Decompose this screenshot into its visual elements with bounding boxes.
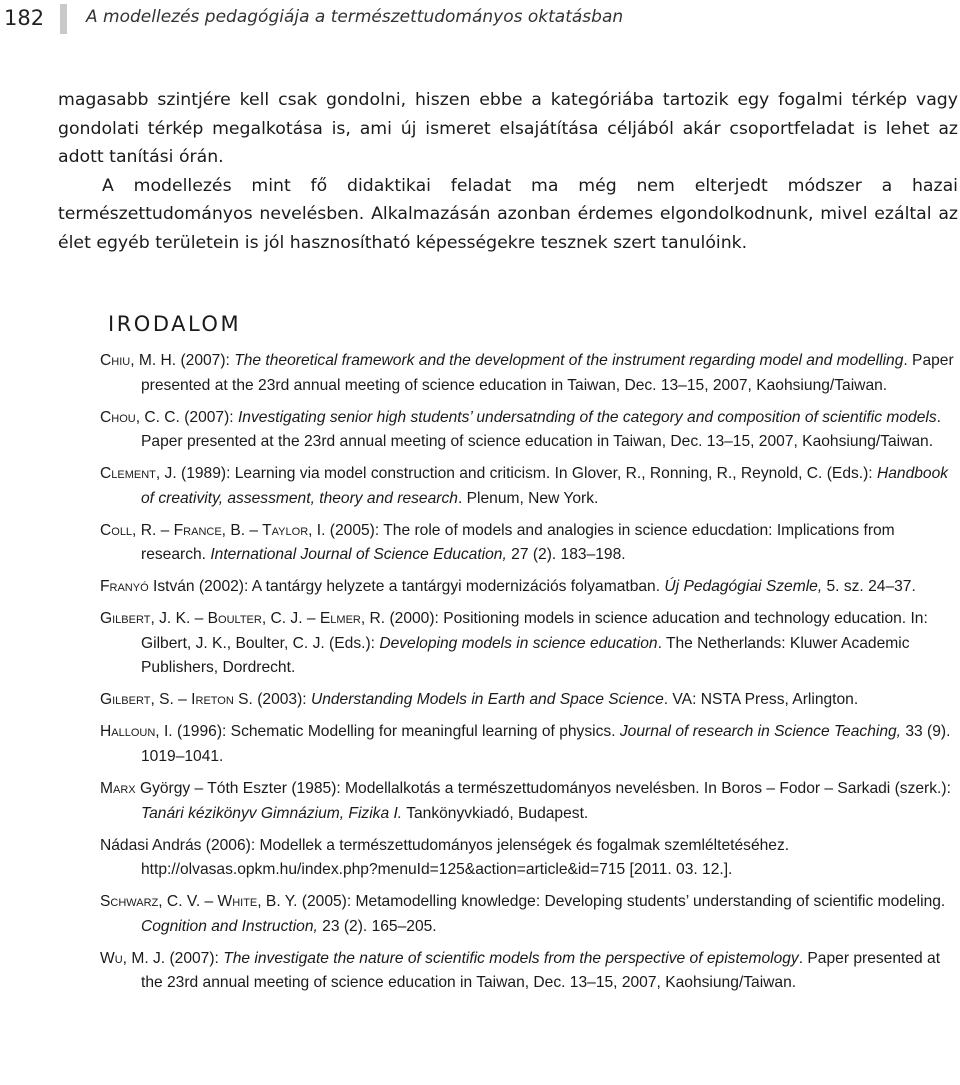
- header-divider-bar: [60, 4, 67, 34]
- reference-title: Cognition and Instruction,: [141, 917, 318, 935]
- reference-post: 5. sz. 24–37.: [822, 578, 916, 596]
- reference-pre: S. (2003):: [233, 691, 311, 709]
- reference-post: 27 (2). 183–198.: [506, 546, 626, 564]
- reference-item: [100, 575, 958, 600]
- reference-title: Developing models in science education: [379, 634, 658, 652]
- reference-pre: (2000): Positioning models in science aducation and technology education. In: Gilbert, J. K., Boulter, C. J. (Eds.):: [141, 610, 928, 652]
- reference-item: [100, 947, 958, 996]
- reference-pre: István (2002): A tantárgy helyzete a tantárgyi modernizációs folyamatban.: [148, 578, 665, 596]
- reference-item: [100, 834, 958, 883]
- reference-post: Tankönyvkiadó, Budapest.: [402, 804, 589, 822]
- reference-title: Tanári kézikönyv Gimnázium, Fizika I.: [141, 804, 403, 822]
- reference-author: Gilbert, J. K. – Boulter, C. J. – Elmer, R.: [100, 610, 386, 628]
- body-text: [58, 86, 958, 257]
- reference-pre: (1996): Schematic Modelling for meaningful learning of physics.: [172, 723, 620, 741]
- reference-pre: (2007):: [176, 352, 235, 369]
- reference-post: . Paper presented at the 23rd annual meeting of science education in Taiwan, Dec. 13–15, 2007, Kaohsiung/Taiwan.: [141, 408, 941, 451]
- reference-post: . VA: NSTA Press, Arlington.: [663, 691, 859, 709]
- reference-post: 23 (2). 165–205.: [317, 917, 437, 935]
- reference-title: International Journal of Science Education,: [210, 546, 507, 564]
- reference-post: . Plenum, New York.: [457, 489, 599, 507]
- reference-pre: (2007):: [179, 408, 238, 426]
- page-number: 182: [4, 6, 45, 30]
- reference-post: . Paper presented at the 23rd annual meeting of science education in Taiwan, Dec. 13–15, 2007, Kaohsiung/Taiwan.: [141, 949, 941, 992]
- section-title: IRODALOM: [108, 312, 242, 336]
- reference-author: Franyó: [100, 578, 149, 596]
- reference-item: [100, 720, 958, 769]
- reference-item: [100, 688, 958, 713]
- reference-post: . The Netherlands: Kluwer Academic Publishers, Dordrecht.: [141, 634, 910, 677]
- running-title: A modellezés pedagógiája a természettudományos oktatásban: [86, 7, 624, 27]
- reference-author: Chou, C. C.: [100, 408, 180, 426]
- reference-author: Clement, J.: [100, 465, 177, 483]
- reference-author: Coll, R. – France, B. – Taylor, I.: [100, 521, 326, 539]
- reference-title: The investigate the nature of scientific models from the perspective of epistemology: [223, 949, 799, 967]
- page-header: [0, 0, 960, 40]
- paragraph-1: magasabb szintjére kell csak gondolni, hiszen ebbe a kategóriába tartozik egy fogalmi térkép vagy gondolati térkép megalkotása is, ami új ismeret elsajátítása céljából akár csoportfeladat is lehet az adott tanítási órán.: [58, 90, 958, 167]
- reference-pre: (1989): Learning via model construction and criticism. In Glover, R., Ronning, R., Reynold, C. (Eds.):: [176, 465, 877, 483]
- reference-item: [100, 349, 958, 398]
- reference-author: Schwarz, C. V. – White, B. Y.: [100, 893, 298, 911]
- reference-pre: Nádasi András (2006): Modellek a természettudományos jelenségek és fogalmak szemléltetéséhez. http://olvasas.opkm.hu/index.php?menuId=125&action=article&id=715 [2011. 03. 12.].: [100, 836, 790, 879]
- reference-item: [100, 462, 958, 511]
- reference-author: Halloun, I.: [100, 723, 173, 741]
- reference-post: . Paper presented at the 23rd annual meeting of science education in Taiwan, Dec. 13–15, 2007, Kaohsiung/Taiwan.: [141, 352, 954, 394]
- reference-list: [100, 349, 958, 1003]
- reference-title: Journal of research in Science Teaching,: [619, 723, 902, 741]
- reference-author: Gilbert, S. – Ireton: [100, 691, 234, 709]
- reference-pre: (2007):: [165, 949, 224, 967]
- reference-title: Handbook of creativity, assessment, theory and research: [141, 465, 949, 507]
- reference-pre: (2005): Metamodelling knowledge: Developing students’ understanding of scientific modeling.: [297, 893, 946, 911]
- reference-author: Wu, M. J.: [100, 949, 166, 967]
- reference-post: 33 (9). 1019–1041.: [141, 723, 951, 766]
- reference-pre: (2005): The role of models and analogies in science educdation: Implications from research.: [141, 521, 895, 564]
- reference-author: Marx: [100, 780, 136, 798]
- reference-item: [100, 777, 958, 826]
- reference-title: The theoretical framework and the development of the instrument regarding model and modelling: [234, 352, 904, 369]
- reference-pre: György – Tóth Eszter (1985): Modellalkotás a természettudományos nevelésben. In Boros – Fodor – Sarkadi (szerk.):: [135, 780, 951, 798]
- paragraph-2: A modellezés mint fő didaktikai feladat ma még nem elterjedt módszer a hazai természettudományos nevelésben. Alkalmazásán azonban érdemes elgondolkodnunk, mivel ezáltal az élet egyéb területein is jól hasznosítható képességekre tesznek szert tanulóink.: [58, 175, 958, 253]
- reference-item: [100, 890, 958, 939]
- reference-title: Új Pedagógiai Szemle,: [664, 578, 823, 596]
- reference-item: [100, 406, 958, 455]
- reference-item: [100, 607, 958, 681]
- reference-author: Chiu, M. H.: [100, 352, 177, 369]
- reference-title: Understanding Models in Earth and Space Science: [310, 691, 664, 709]
- reference-item: [100, 519, 958, 568]
- reference-title: Investigating senior high students’ undersatnding of the category and composition of scientific models: [237, 408, 937, 426]
